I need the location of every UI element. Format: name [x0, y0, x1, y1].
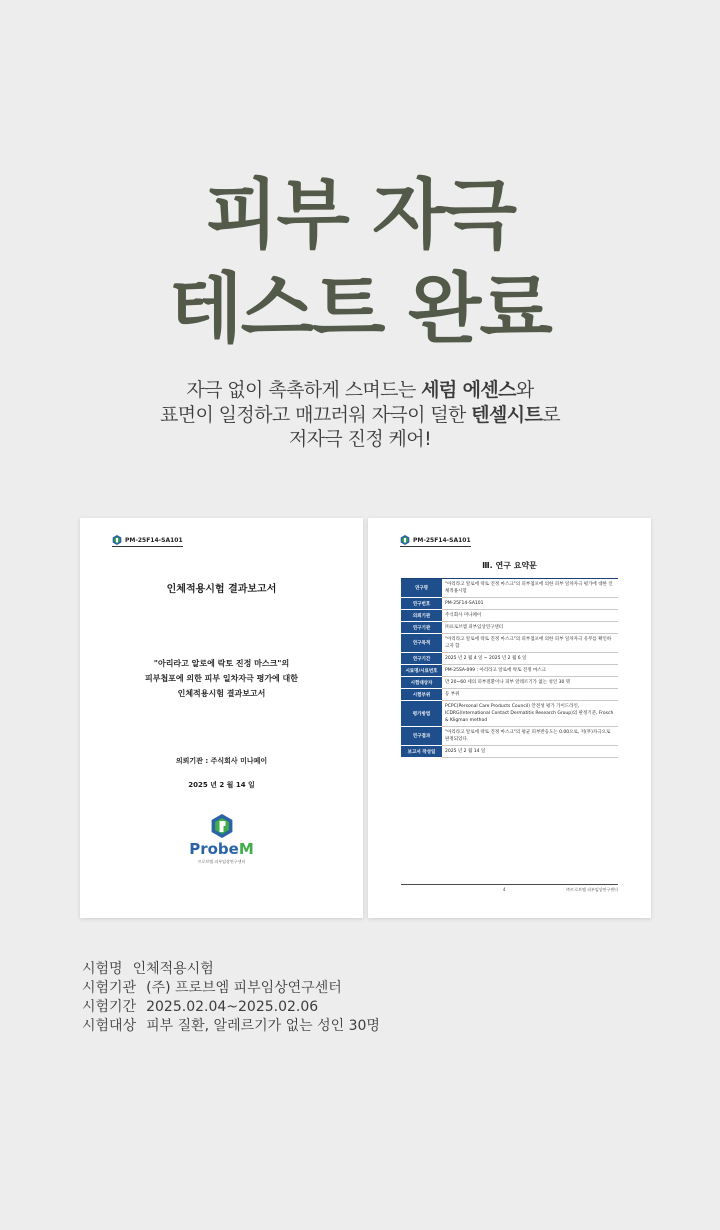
- summary-row-value: 주식회사 미나페이: [442, 610, 618, 622]
- cover-subject-line1: "아리라고 알로에 락토 진정 마스크"의: [153, 659, 290, 668]
- brand-block: [80, 814, 363, 865]
- report-cover-page: [80, 518, 363, 918]
- intro-line2: [0, 403, 720, 428]
- summary-table-row: [401, 610, 618, 622]
- intro-highlight-sheet: 텐셀시트: [471, 403, 543, 426]
- summary-table-row: [401, 689, 618, 701]
- summary-table-row: [401, 622, 618, 634]
- summary-code-text: PM-25F14-SA101: [413, 536, 471, 544]
- summary-row-value: "아리라고 알로에 락토 진정 마스크"의 평균 피부반응도는 0.00으로, 저(무)자극으로 판정되었다.: [442, 727, 618, 746]
- summary-table-row: [401, 665, 618, 677]
- summary-heading: Ⅲ. 연구 요약문: [482, 561, 537, 570]
- hero-title-line1: 피부 자극: [204, 170, 516, 259]
- summary-row-value: PM-25SA-099 : 아리라고 알로에 락토 진정 마스크: [442, 665, 618, 677]
- intro-line1-tail: 와: [515, 379, 534, 401]
- info-row: [82, 979, 380, 998]
- summary-row-label: 시료명/시료번호: [401, 665, 442, 677]
- summary-row-label: 평가방법: [401, 701, 442, 727]
- summary-row-value: 2025 년 2 월 4 일 ~ 2025 년 2 월 6 일: [442, 653, 618, 665]
- summary-doc-code: [400, 535, 471, 547]
- cover-client: 의뢰기관 : 주식회사 미나페이: [175, 757, 268, 765]
- summary-footer: [401, 884, 618, 893]
- summary-table-row: [401, 677, 618, 689]
- summary-table-row: [401, 701, 618, 727]
- summary-row-value: "아리라고 알로에 락토 진정 마스크"의 피부첩포에 의한 피부 일차자극 유무를 확인하고자 함: [442, 634, 618, 653]
- info-row: [82, 960, 380, 979]
- info-value: 2025.02.04~2025.02.06: [146, 999, 319, 1015]
- footer-org: ㈜프로브엠 피부임상연구센터: [566, 887, 618, 892]
- cover-code-text: PM-25F14-SA101: [125, 536, 183, 544]
- cover-subject-line3: 인체적용시험 결과보고서: [177, 689, 266, 698]
- info-label: 시험대상: [82, 1018, 137, 1034]
- info-label: 시험기관: [82, 980, 137, 996]
- summary-row-label: 연구목적: [401, 634, 442, 653]
- intro-line2-tail: 로: [542, 403, 561, 426]
- summary-row-label: 연구결과: [401, 727, 442, 746]
- summary-row-label: 연구기관: [401, 622, 442, 634]
- cover-subject: [80, 656, 363, 701]
- summary-row-label: 시험대상자: [401, 677, 442, 689]
- probem-logo-icon: [210, 814, 234, 838]
- summary-row-value: PCPC(Personal Care Products Council) 안전성 평가 가이드라인, ICDRG(International Contact Dermatitis Research Group)의 판정기준, Frosch & Kligman method: [442, 701, 618, 727]
- summary-table-row: [401, 727, 618, 746]
- info-value: 피부 질환, 알레르기가 없는 성인 30명: [146, 1018, 380, 1034]
- summary-row-label: 연구번호: [401, 598, 442, 610]
- cover-title: 인체적용시험 결과보고서: [166, 584, 277, 595]
- info-label: 시험기간: [82, 999, 137, 1015]
- summary-table: [401, 578, 618, 758]
- summary-row-value: PM-25F14-SA101: [442, 598, 618, 610]
- intro-line2-text: 표면이 일정하고 매끄러워 자극이 덜한: [159, 403, 472, 426]
- summary-row-value: 만 20~60 세의 피부질환이나 피부 알레르기가 없는 성인 30 명: [442, 677, 618, 689]
- page-number: 4: [503, 887, 506, 892]
- summary-row-value: ㈜프로브엠 피부임상연구센터: [442, 622, 618, 634]
- summary-row-label: 의뢰기관: [401, 610, 442, 622]
- cover-date: 2025 년 2 월 14 일: [188, 781, 255, 789]
- summary-row-label: 시험부위: [401, 689, 442, 701]
- summary-row-value: 2025 년 2 월 14 일: [442, 746, 618, 758]
- summary-row-value: "아리라고 알로에 락토 진정 마스크"의 피부첩포에 의한 피부 일차자극 평가에 대한 인체적용시험: [442, 579, 618, 598]
- intro-text: [0, 378, 720, 452]
- hero-title-line2: 테스트 완료: [169, 264, 551, 353]
- summary-row-label: 연구기간: [401, 653, 442, 665]
- brand-name: [80, 840, 363, 858]
- summary-table-row: [401, 634, 618, 653]
- info-row: [82, 998, 380, 1017]
- summary-table-row: [401, 653, 618, 665]
- probem-logo-icon: [112, 535, 122, 545]
- cover-doc-code: [112, 535, 183, 547]
- info-row: [82, 1017, 380, 1036]
- summary-row-value: 등 부위: [442, 689, 618, 701]
- test-info-list: [82, 960, 380, 1036]
- info-label: 시험명: [82, 961, 123, 977]
- intro-line1: [0, 378, 720, 403]
- info-value: (주) 프로브엠 피부임상연구센터: [146, 980, 342, 996]
- brand-name-probe: Probe: [189, 840, 239, 858]
- summary-table-row: [401, 579, 618, 598]
- summary-table-row: [401, 746, 618, 758]
- cover-subject-line2: 피부첩포에 의한 피부 일차자극 평가에 대한: [144, 674, 299, 683]
- intro-line3: 저자극 진정 케어!: [288, 428, 432, 450]
- info-value: 인체적용시험: [132, 961, 214, 977]
- brand-name-m: M: [238, 840, 254, 858]
- summary-row-label: 보고서 작성일: [401, 746, 442, 758]
- summary-table-row: [401, 598, 618, 610]
- probem-logo-icon: [400, 535, 410, 545]
- intro-highlight-serum: 세럼 에센스: [421, 379, 516, 401]
- summary-row-label: 연구명: [401, 579, 442, 598]
- report-summary-page: [368, 518, 651, 918]
- brand-subtitle: 프로브엠 피부임상연구센터: [197, 859, 246, 864]
- intro-line1-text: 자극 없이 촉촉하게 스며드는: [186, 379, 422, 401]
- hero-title: [0, 168, 720, 356]
